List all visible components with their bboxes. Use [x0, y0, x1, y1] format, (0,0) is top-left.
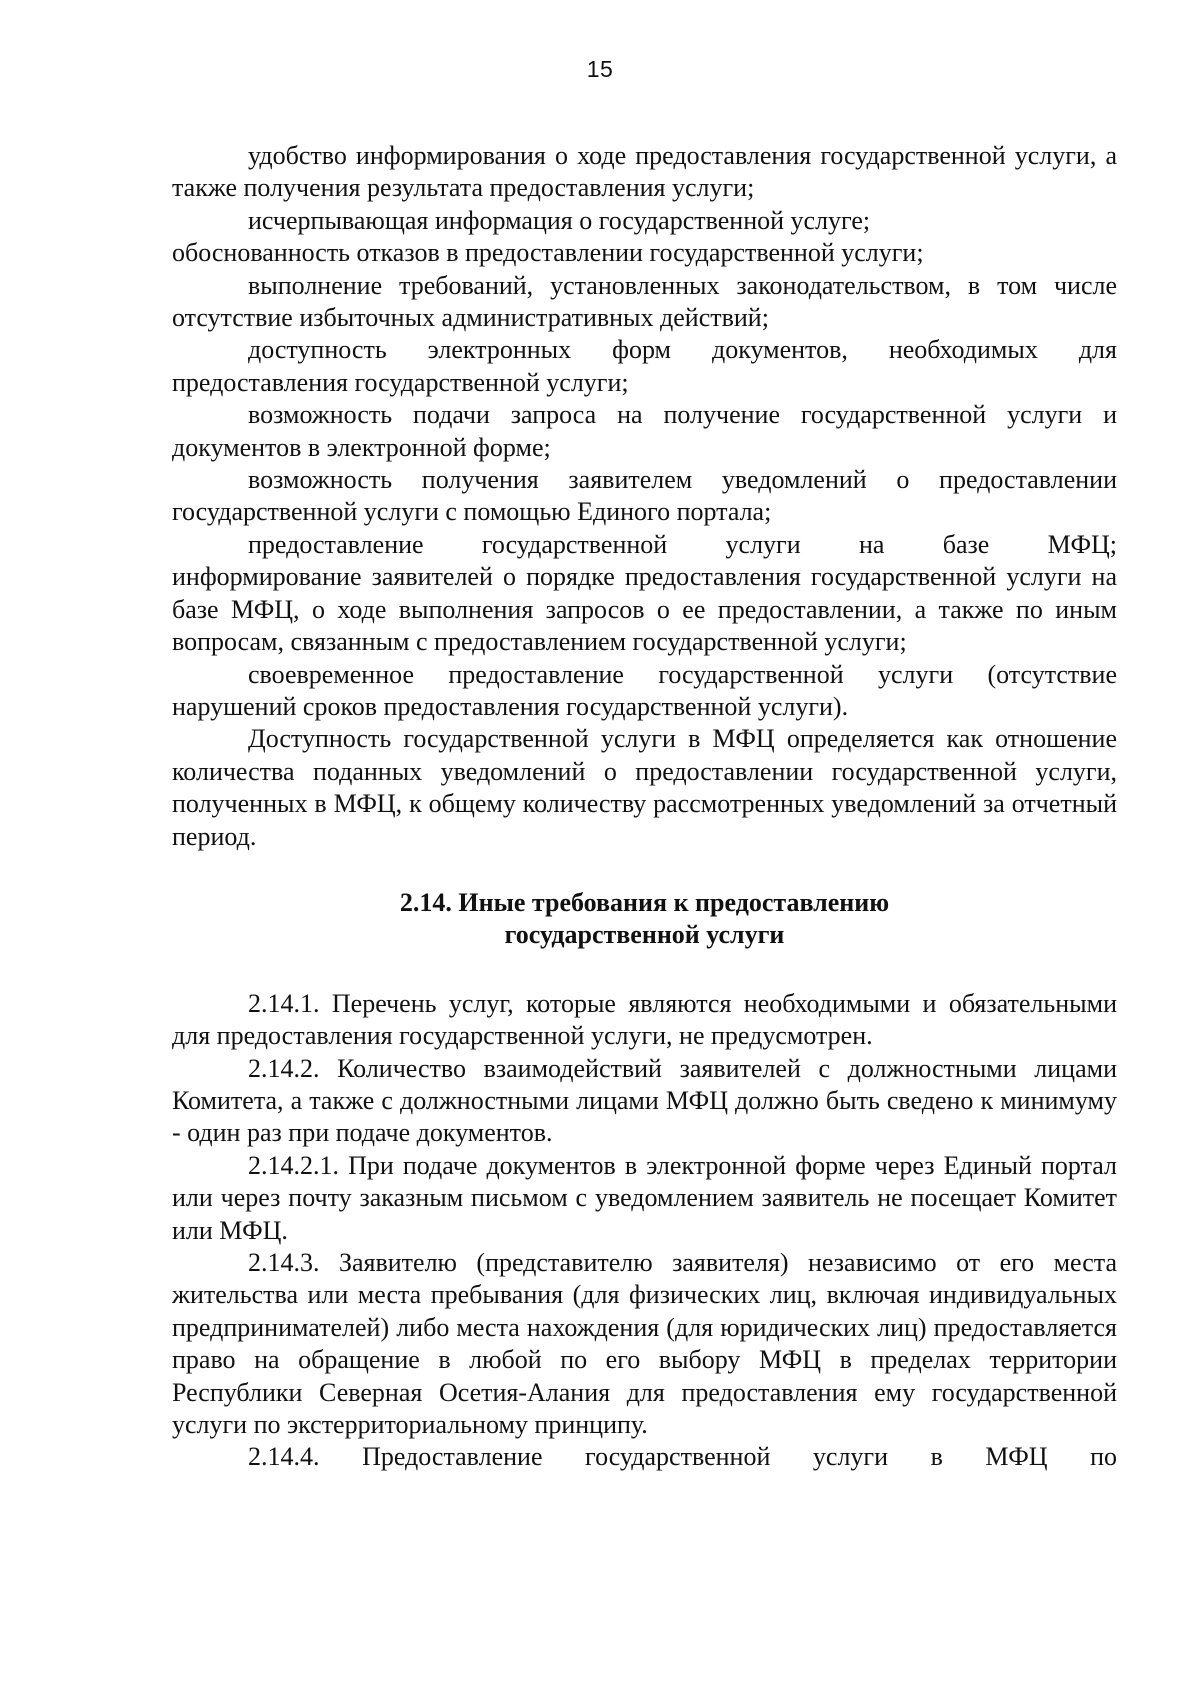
paragraph-2-14-2: 2.14.2. Количество взаимодействий заявителей с должностными лицами Комитета, а также с должностными лицами МФЦ должно быть сведено к минимуму - один раз при подаче документов.: [172, 1053, 1117, 1148]
paragraph-mfc-availability: Доступность государственной услуги в МФЦ определяется как отношение количества поданных уведомлений о предоставлении государственной услуги, полученных в МФЦ, к общему количеству рассмотренных уведомлений за отчетный период.: [172, 724, 1117, 851]
paragraph-exhaustive-information: исчерпывающая информация о государственной услуге;: [248, 205, 871, 235]
paragraph-2-14-2-1: 2.14.2.1. При подаче документов в электронной форме через Единый портал или через почту заказным письмом с уведомлением заявитель не посещает Комитет или МФЦ.: [172, 1150, 1117, 1245]
paragraph-notifications-portal: возможность получения заявителем уведомлений о предоставлении государственной услуги с помощью Единого портала;: [172, 465, 1117, 527]
section-heading: [172, 887, 1117, 952]
page-number: 15: [586, 56, 614, 82]
section-heading-line-1: 2.14. Иные требования к предоставлению: [399, 887, 890, 917]
paragraph-electronic-forms: доступность электронных форм документов, необходимых для предоставления государственной услуги;: [172, 335, 1117, 397]
paragraph-electronic-request: возможность подачи запроса на получение государственной услуги и документов в электронной форме;: [172, 400, 1117, 462]
paragraph-mfc-informing: информирование заявителей о порядке предоставления государственной услуги на базе МФЦ, о ходе выполнения запросов о ее предоставлении, а также по иным вопросам, связанным с предоставлением государственной услуги;: [172, 562, 1117, 657]
paragraph-legal-requirements: выполнение требований, установленных законодательством, в том числе отсутствие избыточных административных действий;: [172, 270, 1117, 333]
section-heading-line-2: государственной услуги: [504, 920, 785, 950]
paragraph-2-14-4: 2.14.4. Предоставление государственной услуги в МФЦ по: [248, 1442, 1117, 1472]
paragraph-justified-refusals: обоснованность отказов в предоставлении государственной услуги;: [172, 238, 924, 268]
paragraph-2-14-3: 2.14.3. Заявителю (представителю заявителя) независимо от его места жительства или места пребывания (для физических лиц, включая индивидуальных предпринимателей) либо места нахождения (для юридических лиц) предоставляется право на обращение в любой по его выбору МФЦ в пределах территории Республики Северная Осетия-Алания для предоставления ему государственной услуги по экстерриториальному принципу.: [172, 1248, 1117, 1440]
paragraph-convenience-informing: удобство информирования о ходе предоставления государственной услуги, а также получения результата предоставления услуги;: [172, 141, 1117, 203]
document-body: [172, 140, 1117, 1474]
paragraph-2-14-1: 2.14.1. Перечень услуг, которые являются необходимыми и обязательными для предоставления государственной услуги, не предусмотрен.: [172, 988, 1117, 1051]
paragraph-mfc-provision: предоставление государственной услуги на базе МФЦ;: [248, 529, 1117, 559]
paragraph-timely-provision: своевременное предоставление государственной услуги (отсутствие нарушений сроков предоставления государственной услуги).: [172, 659, 1117, 721]
